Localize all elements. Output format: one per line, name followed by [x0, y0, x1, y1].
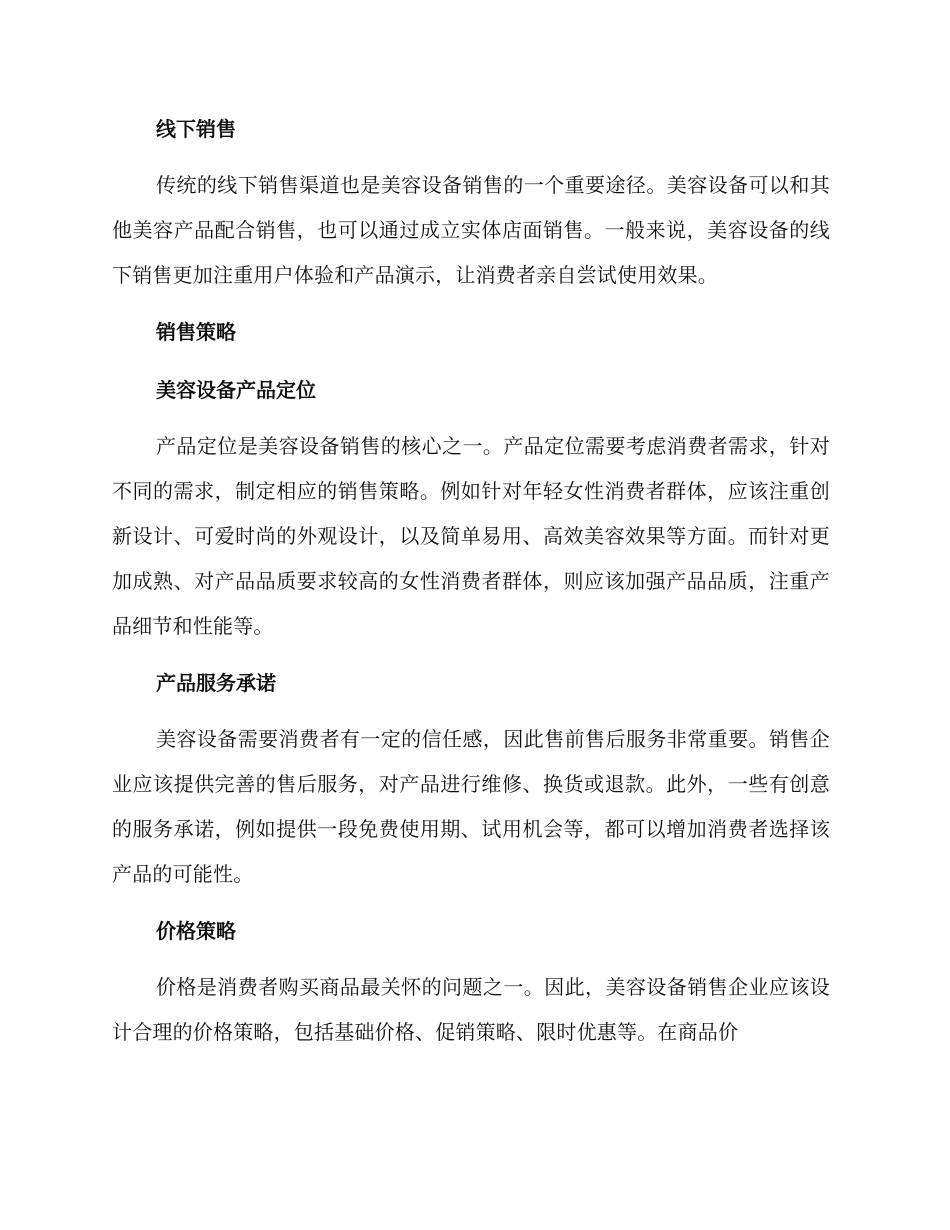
paragraph-service-commitment: 美容设备需要消费者有一定的信任感，因此售前售后服务非常重要。销售企业应该提供完善的售后服务，对产品进行维修、换货或退款。此外，一些有创意的服务承诺，例如提供一段免费使用期、试用机会等，都可以增加消费者选择该产品的可能性。: [112, 727, 830, 886]
section-heading-offline-sales: 线下销售: [156, 117, 236, 141]
section-heading-pricing-strategy: 价格策略: [156, 919, 236, 943]
paragraph-product-positioning: 产品定位是美容设备销售的核心之一。产品定位需要考虑消费者需求，针对不同的需求，制定相应的销售策略。例如针对年轻女性消费者群体，应该注重创新设计、可爱时尚的外观设计，以及简单易用、高效美容效果等方面。而针对更加成熟、对产品品质要求较高的女性消费者群体，则应该加强产品品质，注重产品细节和性能等。: [112, 434, 830, 638]
document-body: [112, 109, 830, 1055]
paragraph-offline-sales: 传统的线下销售渠道也是美容设备销售的一个重要途径。美容设备可以和其他美容产品配合销售，也可以通过成立实体店面销售。一般来说，美容设备的线下销售更加注重用户体验和产品演示，让消费者亲自尝试使用效果。: [112, 173, 830, 287]
section-heading-service-commitment: 产品服务承诺: [156, 671, 276, 695]
section-heading-product-positioning: 美容设备产品定位: [156, 378, 316, 402]
section-heading-sales-strategy: 销售策略: [156, 320, 236, 344]
paragraph-pricing-strategy: 价格是消费者购买商品最关怀的问题之一。因此，美容设备销售企业应该设计合理的价格策略，包括基础价格、促销策略、限时优惠等。在商品价: [112, 975, 830, 1044]
